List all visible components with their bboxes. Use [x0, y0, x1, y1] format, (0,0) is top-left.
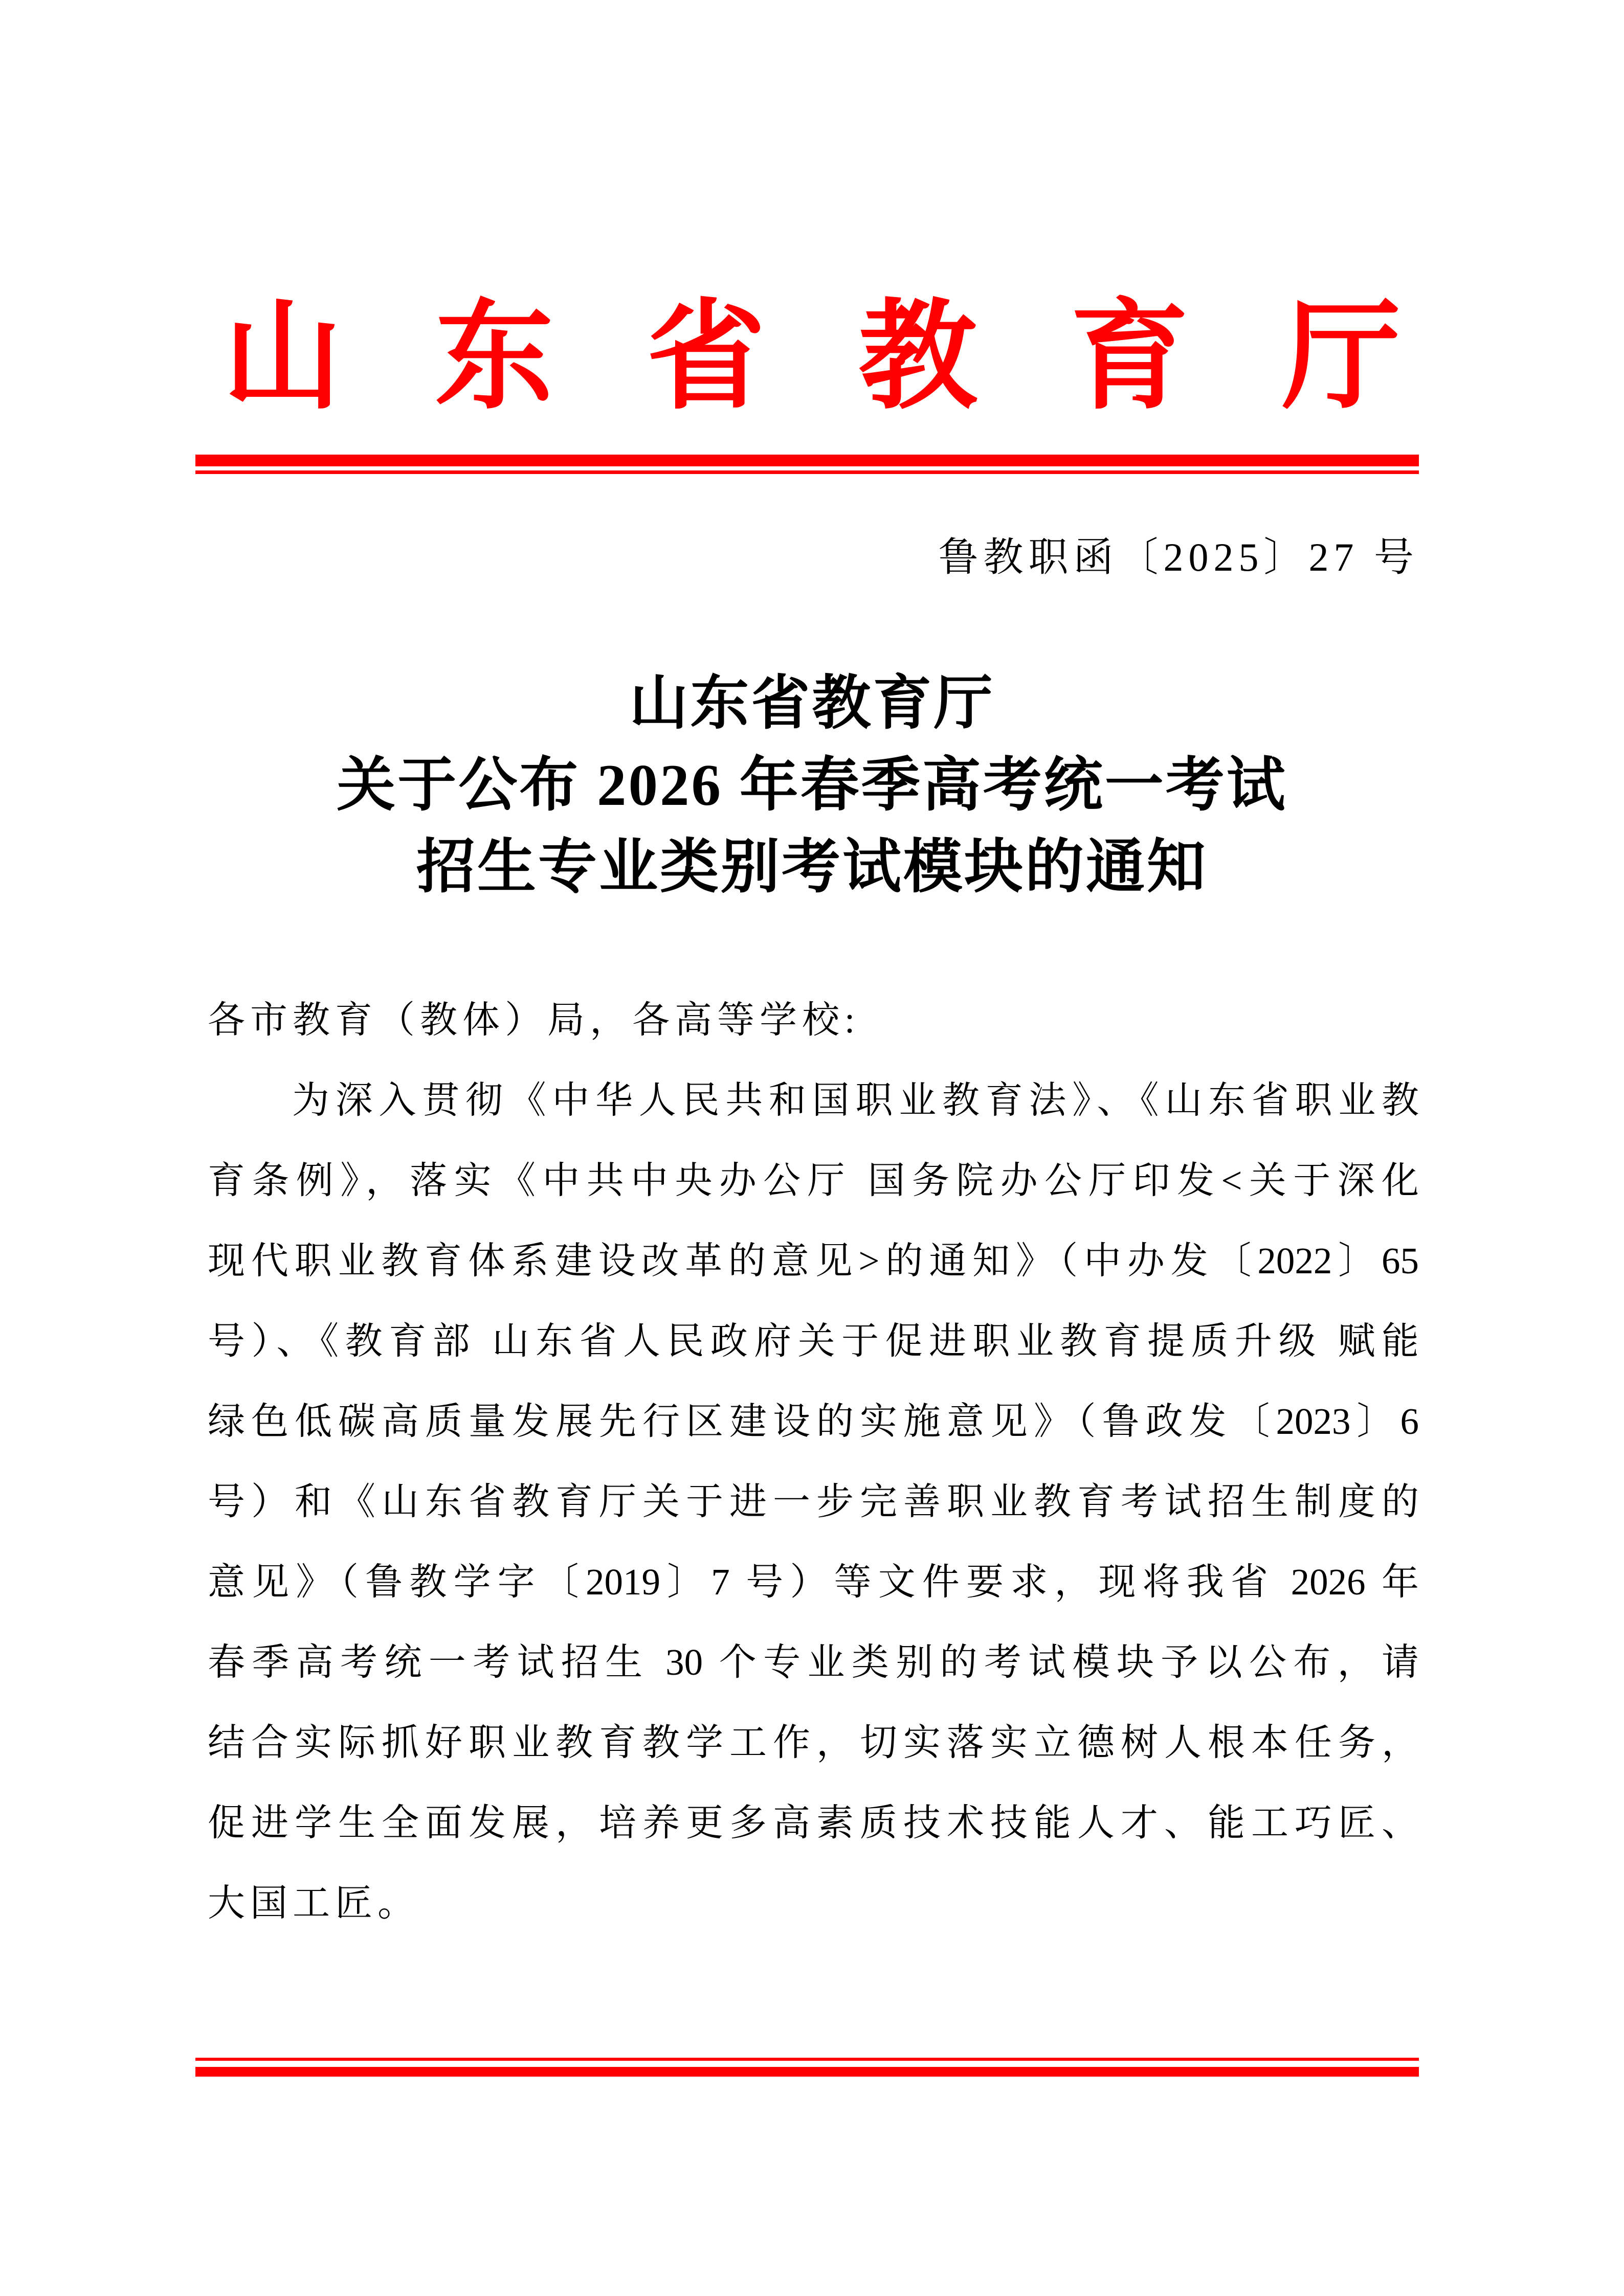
paragraph-line: 号）、《教育部 山东省人民政府关于促进职业教育提质升级 赋能 — [208, 1320, 1419, 1362]
notice-body — [208, 980, 1419, 1943]
paragraph-line: 号）和《山东省教育厅关于进一步完善职业教育考试招生制度的 — [208, 1481, 1419, 1522]
paragraph-line: 绿色低碳高质量发展先行区建设的实施意见》（鲁政发〔2023〕6 — [208, 1401, 1419, 1442]
document-number: 鲁教职函〔2025〕27 号 — [938, 535, 1419, 579]
paragraph-line: 春季高考统一考试招生 30 个专业类别的考试模块予以公布，请 — [208, 1641, 1419, 1683]
salutation: 各市教育（教体）局，各高等学校: — [208, 999, 860, 1041]
notice-title-line-3: 招生专业类别考试模块的通知 — [416, 835, 1208, 899]
paragraph-line: 大国工匠。 — [208, 1882, 420, 1924]
issuing-agency-masthead: 山东省教育厅 — [223, 292, 1494, 423]
footer-rule-thin — [195, 2058, 1419, 2061]
masthead-rule-thin — [195, 470, 1419, 474]
paragraph-line: 意见》（鲁教学字〔2019〕7 号）等文件要求，现将我省 2026 年 — [208, 1561, 1419, 1603]
paragraph-line: 为深入贯彻《中华人民共和国职业教育法》、《山东省职业教 — [292, 1079, 1419, 1121]
paragraph-line: 现代职业教育体系建设改革的意见>的通知》（中办发〔2022〕65 — [208, 1240, 1419, 1281]
notice-title-line-1: 山东省教育厅 — [629, 671, 995, 736]
notice-title — [0, 663, 1624, 908]
notice-title-line-2: 关于公布 2026 年春季高考统一考试 — [337, 753, 1287, 818]
paragraph-line: 结合实际抓好职业教育教学工作，切实落实立德树人根本任务， — [208, 1722, 1419, 1763]
paragraph-line: 促进学生全面发展，培养更多高素质技术技能人才、能工巧匠、 — [208, 1802, 1419, 1843]
masthead-rule-thick — [195, 455, 1419, 466]
footer-rule-thick — [195, 2067, 1419, 2077]
paragraph-line: 育条例》，落实《中共中央办公厅 国务院办公厅印发<关于深化 — [208, 1160, 1419, 1201]
